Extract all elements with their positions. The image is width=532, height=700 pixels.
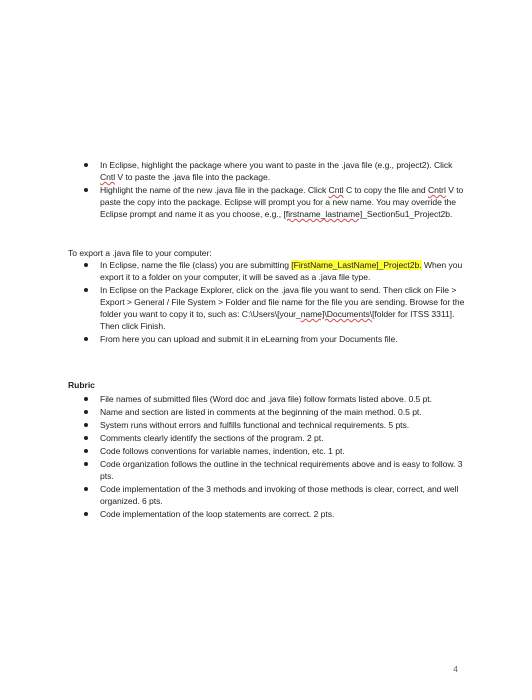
list-item (68, 393, 468, 405)
list-item (68, 508, 468, 520)
text-run: Code follows conventions for variable names, indention, etc. 1 pt. (100, 446, 345, 456)
list-item (68, 483, 468, 507)
export-steps-list (68, 259, 468, 345)
text-run: In Eclipse on the Package Explorer, click on the .java file you want to send. Then click on File > Export > General / File System > Folder and file name for the file you are sending. Browse for the folder you want to copy it to, such as: C:\Users\[your_ (100, 285, 465, 319)
text-run: _Section5u1_Project2b. (362, 209, 453, 219)
rubric-section (68, 379, 468, 521)
text-run: Code implementation of the 3 methods and invoking of those methods is clear, correct, and well organized. 6 pts. (100, 484, 459, 506)
spellcheck-flagged-text: name]\Documents\ (300, 309, 373, 319)
text-run: V to paste the .java file into the package. (115, 172, 271, 182)
text-run: File names of submitted files (Word doc and .java file) follow formats listed above. 0.5 pt. (100, 394, 432, 404)
text-run: Highlight the name of the new .java file in the package. Click (100, 185, 329, 195)
text-run: Comments clearly identify the sections of the program. 2 pt. (100, 433, 324, 443)
page-number: 4 (453, 664, 458, 674)
list-item (68, 419, 468, 431)
text-run: In Eclipse, highlight the package where you want to paste in the .java file (e.g., project2). Click (100, 160, 453, 170)
copy-steps-list (68, 159, 468, 221)
text-run: System runs without errors and fulfills functional and technical requirements. 5 pts. (100, 420, 410, 430)
list-item (68, 432, 468, 444)
text-run: From here you can upload and submit it in eLearning from your Documents file. (100, 334, 398, 344)
list-item (68, 458, 468, 482)
list-item (68, 445, 468, 457)
export-section (68, 247, 468, 346)
text-run: Code implementation of the loop statements are correct. 2 pts. (100, 509, 335, 519)
list-item (68, 333, 468, 345)
spellcheck-flagged-text: [firstname_lastname] (283, 209, 363, 219)
rubric-list (68, 393, 468, 520)
text-run: In Eclipse, name the file (class) you are submitting (100, 260, 292, 270)
text-run: When you export it to a folder on your computer, it will be saved as a .java file type. (100, 260, 463, 282)
rubric-heading: Rubric (68, 380, 95, 390)
list-item (68, 259, 468, 283)
text-run: V to paste the copy into the package. Eclipse will prompt you for a new name. You may override the Eclipse prompt and name it as you choose, e.g., (100, 185, 464, 219)
spellcheck-flagged-text: Cntl (328, 185, 344, 195)
spellcheck-flagged-text: Cntl (100, 172, 116, 182)
text-run: [folder for ITSS 3311]. Then click Finish. (100, 309, 455, 331)
highlighted-text: [FirstName_LastName]_Project2b. (291, 260, 422, 270)
text-run: C to copy the file and (343, 185, 428, 195)
list-item (68, 406, 468, 418)
text-run: Name and section are listed in comments at the beginning of the main method. 0.5 pt. (100, 407, 422, 417)
export-intro: To export a .java file to your computer: (68, 248, 212, 258)
spellcheck-flagged-text: Cntrl (427, 185, 446, 195)
text-run: Code organization follows the outline in the technical requirements above and is easy to follow. 3 pts. (100, 459, 463, 481)
list-item (68, 284, 468, 332)
list-item (68, 184, 468, 220)
list-item (68, 159, 468, 183)
